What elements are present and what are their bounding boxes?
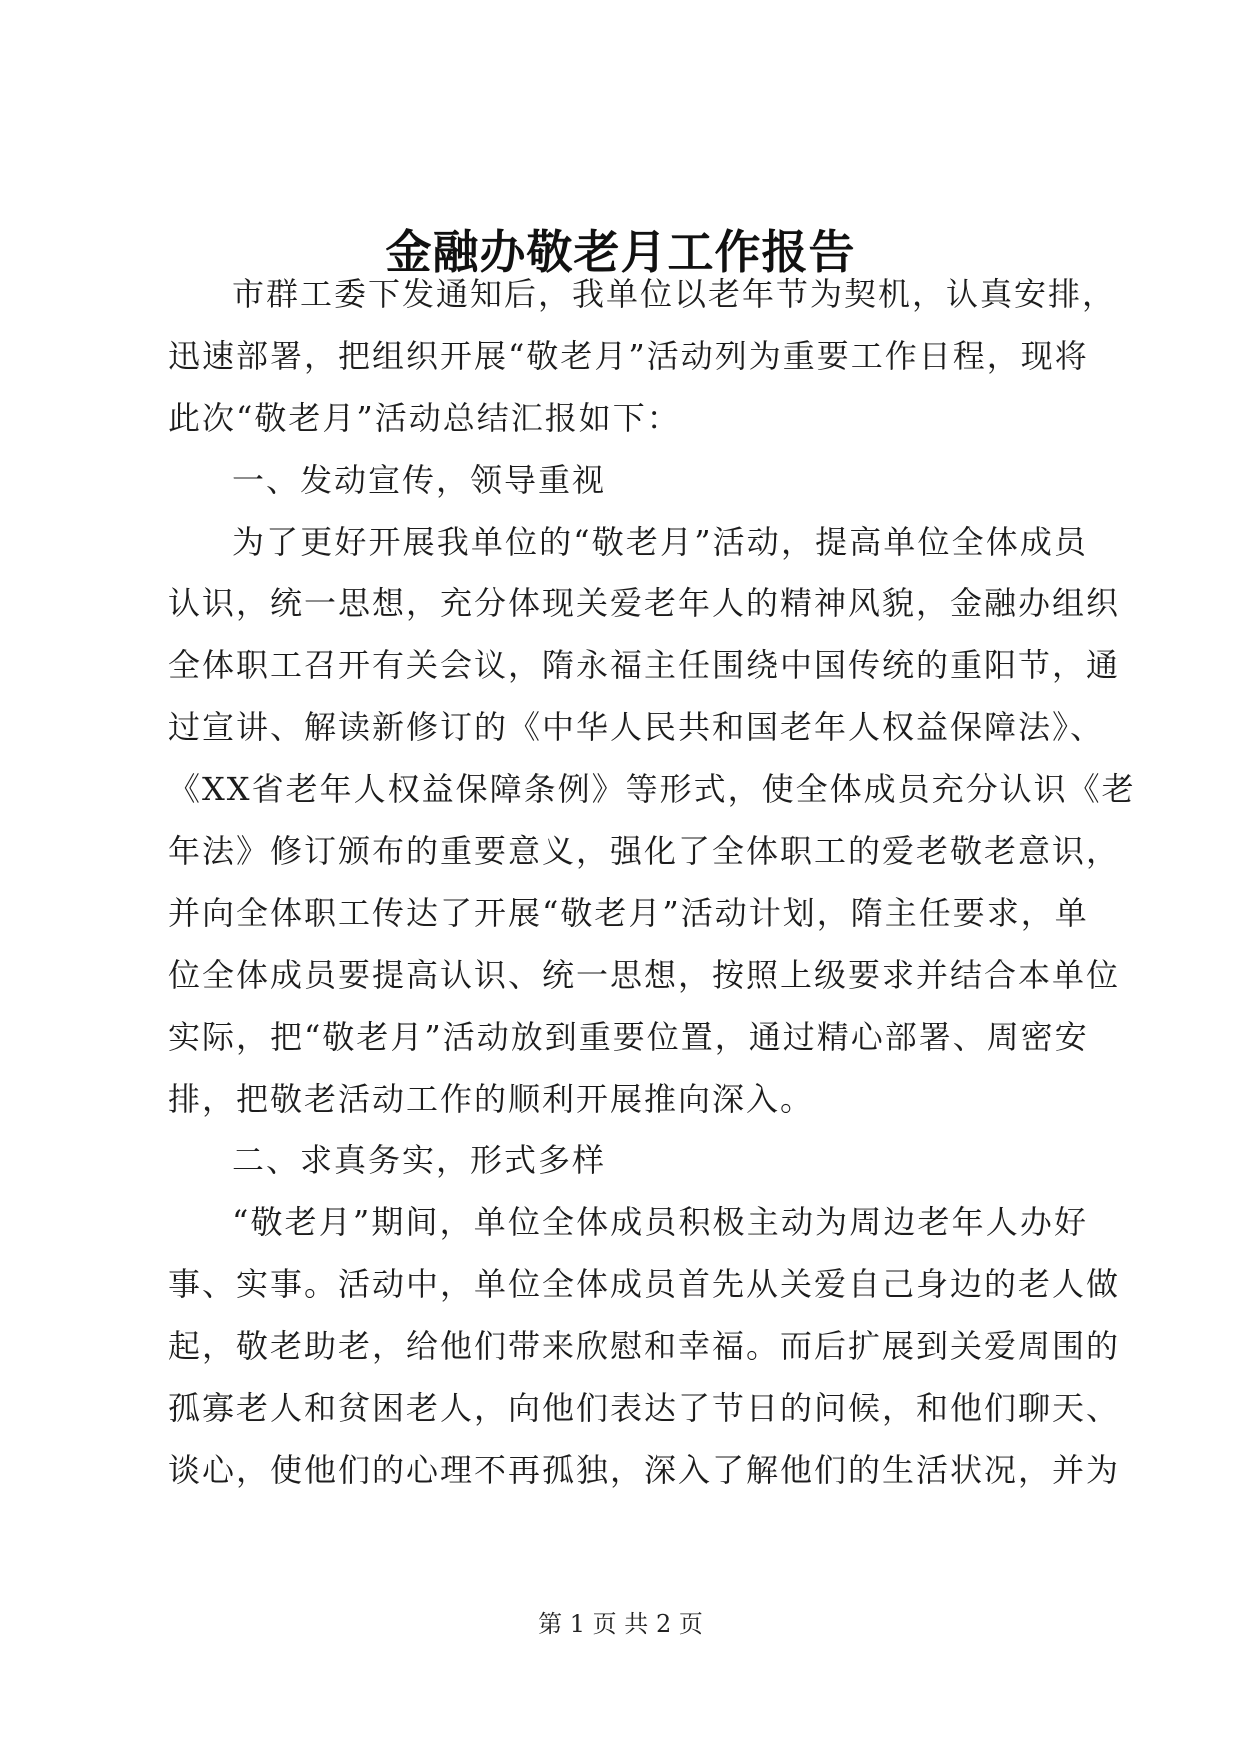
body-line: 市群工委下发通知后，我单位以老年节为契机，认真安排， — [232, 275, 1117, 313]
body-line: “敬老月”期间，单位全体成员积极主动为周边老年人办好 — [232, 1203, 1088, 1242]
body-line: 《XX省老年人权益保障条例》等形式，使全体成员充分认识《老 — [168, 770, 1136, 809]
body-line: 认识，统一思想，充分体现关爱老年人的精神风貌，金融办组织 — [168, 584, 1121, 623]
section-heading: 一、发动宣传，领导重视 — [232, 460, 607, 499]
body-line: 实际，把“敬老月”活动放到重要位置，通过精心部署、周密安 — [168, 1017, 1089, 1056]
body-line: 排，把敬老活动工作的顺利开展推向深入。 — [168, 1079, 815, 1118]
body-line: 并向全体职工传达了开展“敬老月”活动计划，隋主任要求，单 — [168, 893, 1089, 932]
body-line: 事、实事。活动中，单位全体成员首先从关爱自己身边的老人做 — [168, 1265, 1121, 1304]
body-line: 此次“敬老月”活动总结汇报如下： — [168, 398, 681, 437]
body-line: 全体职工召开有关会议，隋永福主任围绕中国传统的重阳节，通 — [168, 646, 1121, 685]
document-title: 金融办敬老月工作报告 — [385, 225, 856, 279]
body-line: 孤寡老人和贫困老人，向他们表达了节日的问候，和他们聊天、 — [168, 1389, 1121, 1428]
body-line: 谈心，使他们的心理不再孤独，深入了解他们的生活状况，并为 — [168, 1450, 1121, 1489]
body-line: 位全体成员要提高认识、统一思想，按照上级要求并结合本单位 — [168, 955, 1121, 994]
body-line: 过宣讲、解读新修订的《中华人民共和国老年人权益保障法》、 — [168, 708, 1105, 747]
body-line: 为了更好开展我单位的“敬老月”活动，提高单位全体成员 — [232, 522, 1088, 561]
page-footer: 第 1 页 共 2 页 — [538, 1610, 703, 1638]
document-body — [168, 264, 1136, 1502]
body-line: 年法》修订颁布的重要意义，强化了全体职工的爱老敬老意识， — [168, 832, 1121, 871]
body-line: 起，敬老助老，给他们带来欣慰和幸福。而后扩展到关爱周围的 — [168, 1327, 1121, 1366]
section-heading: 二、求真务实，形式多样 — [232, 1141, 607, 1180]
body-line: 迅速部署，把组织开展“敬老月”活动列为重要工作日程，现将 — [168, 336, 1089, 375]
